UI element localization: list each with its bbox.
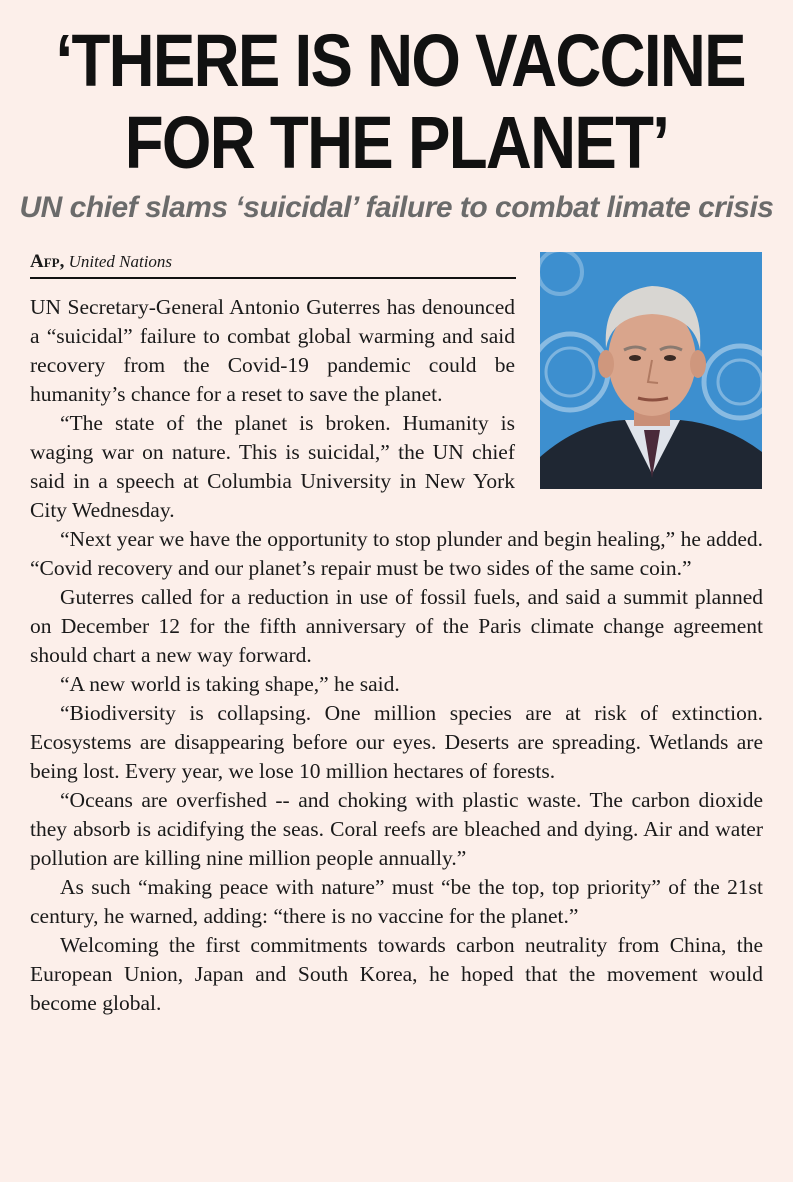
article-body: [30, 293, 763, 1018]
article-paragraph: Guterres called for a reduction in use of fossil fuels, and said a summit planned on December 12 for the fifth anniversary of the Paris climate change agreement should chart a new way forward.: [30, 585, 763, 667]
article-paragraph: “The state of the planet is broken. Humanity is waging war on nature. This is suicidal,” the UN chief said in a speech at Columbia University in New York City Wednesday.: [30, 411, 515, 522]
article-paragraph: “Next year we have the opportunity to stop plunder and begin healing,” he added. “Covid recovery and our planet’s repair must be two sides of the same coin.”: [30, 527, 763, 580]
byline-agency: Afp,: [30, 251, 65, 272]
headline-line-2: FOR THE PLANET’: [124, 101, 669, 184]
article-paragraph: Welcoming the first commitments towards carbon neutrality from China, the European Union, Japan and South Korea, he hoped that the movement would become global.: [30, 933, 763, 1015]
article-paragraph: “Biodiversity is collapsing. One million species are at risk of extinction. Ecosystems are disappearing before our eyes. Deserts are spreading. Wetlands are being lost. Every year, we lose 10 million hectares of forests.: [30, 701, 763, 783]
subheadline: UN chief slams ‘suicidal’ failure to combat limate crisis: [19, 191, 774, 224]
headline-line-1: ‘THERE IS NO VACCINE: [55, 19, 745, 102]
article-paragraph: “Oceans are overfished -- and choking with plastic waste. The carbon dioxide they absorb is acidifying the seas. Coral reefs are bleached and dying. Air and water pollution are killing nine million people annually.”: [30, 788, 763, 870]
article-paragraph: “A new world is taking shape,” he said.: [60, 672, 400, 696]
headline: [55, 19, 745, 184]
article-paragraph: As such “making peace with nature” must “be the top, top priority” of the 21st century, he warned, adding: “there is no vaccine for the planet.”: [30, 875, 763, 928]
photo-wrap-spacer: [515, 293, 763, 503]
article-paragraph: UN Secretary-General Antonio Guterres has denounced a “suicidal” failure to combat global warming and said recovery from the Covid-19 pandemic could be humanity’s chance for a reset to save the planet.: [30, 295, 515, 406]
byline-place: United Nations: [68, 252, 173, 271]
byline: [30, 249, 516, 279]
